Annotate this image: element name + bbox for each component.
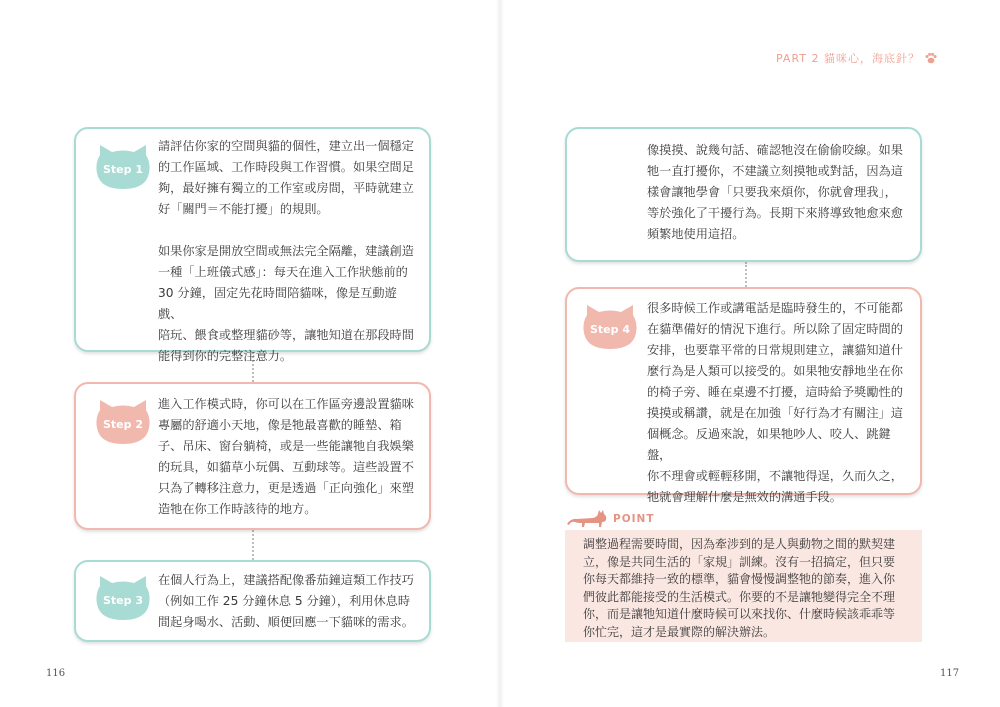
step2-badge [94, 398, 152, 446]
step1-badge [94, 143, 152, 191]
step3-paragraph: 在個人行為上，建議搭配像番茄鐘這類工作技巧 （例如工作 25 分鐘休息 5 分鐘），利用休息時 間起身喝水、活動、順便回應一下貓咪的需求。 [158, 573, 414, 629]
running-head-text: PART 2 貓咪心，海底針？ [775, 52, 920, 65]
step2-box [74, 382, 431, 530]
step3-continuation-paragraph: 像摸摸、說幾句話、確認牠沒在偷偷咬線。如果 牠一直打擾你，不建議立刻摸牠或對話，因為這 樣會讓牠學會「只要我來煩你，你就會理我」， 等於強化了干擾行為。長期下來將導致牠愈來愈 頻繁地使用這招。 [647, 143, 903, 241]
step3-badge [94, 574, 152, 622]
point-title: POINT [613, 513, 655, 525]
step4-paragraph: 很多時候工作或講電話是臨時發生的，不可能都 在貓準備好的情況下進行。所以除了固定時間的 安排，也要靠平常的日常規則建立，讓貓知道什 麼行為是人類可以接受的。如果牠安靜地坐在你 的椅子旁、睡在桌邊不打擾，這時給予獎勵性的 摸摸或稱讚，就是在加強「好行為才有關注」這 個概念。反過來說，如果牠吵人、咬人、跳鍵盤， 你不理會或輕輕移開，不讓牠得逞，久而久之， 牠就會理解什麼是無效的溝通手段。 [647, 301, 903, 504]
step1-box [74, 127, 431, 363]
step-connector [745, 262, 747, 287]
step2-badge-label: Step 2 [103, 418, 143, 431]
point-box [565, 530, 922, 642]
cat-silhouette-icon [565, 509, 609, 529]
step1-paragraph-2: 如果你家是開放空間或無法完全隔離，建議創造 一種「上班儀式感」：每天在進入工作狀態前的 30 分鐘，固定先花時間陪貓咪，像是互動遊戲、 陪玩、餵食或整理貓砂等，讓牠知道在那段時間 能得到你的完整注意力。 [158, 244, 414, 363]
step1-badge-label: Step 1 [103, 163, 143, 176]
step2-paragraph: 進入工作模式時，你可以在工作區旁邊設置貓咪 專屬的舒適小天地，像是牠最喜歡的睡墊、箱 子、吊床、窗台躺椅，或是一些能讓牠自我娛樂 的玩具，如貓草小玩偶、互動球等。這些設置不 只為了轉移注意力，更是透過「正向強化」來塑 造牠在你工作時該待的地方。 [158, 397, 414, 516]
step4-badge [581, 303, 639, 351]
point-heading [565, 509, 654, 529]
step1-paragraph-1: 請評估你家的空間與貓的個性，建立出一個穩定 的工作區域、工作時段與工作習慣。如果空間足 夠，最好擁有獨立的工作室或房間，平時就建立 好「關門＝不能打擾」的規則。 [158, 139, 414, 216]
running-head [776, 50, 938, 66]
page-number-right: 117 [940, 668, 960, 679]
step3-badge-label: Step 3 [103, 594, 143, 607]
book-gutter [496, 0, 504, 707]
paw-icon [924, 51, 938, 65]
step3-box [74, 560, 431, 642]
point-paragraph: 調整過程需要時間，因為牽涉到的是人與動物之間的默契建 立，像是共同生活的「家規」訓練。沒有一招搞定，但只要 你每天都維持一致的標準，貓會慢慢調整牠的節奏，進入你 們彼此都能接受的生活模式。你要的不是讓牠變得完全不理 你，而是讓牠知道什麼時候可以來找你、什麼時候該乖乖等 你忙完，這才是最實際的解決辦法。 [583, 537, 896, 639]
step3-continuation-box [565, 127, 922, 262]
step4-box [565, 287, 922, 504]
step-connector [252, 530, 254, 560]
step4-badge-label: Step 4 [590, 323, 630, 336]
page-number-left: 116 [46, 668, 66, 679]
